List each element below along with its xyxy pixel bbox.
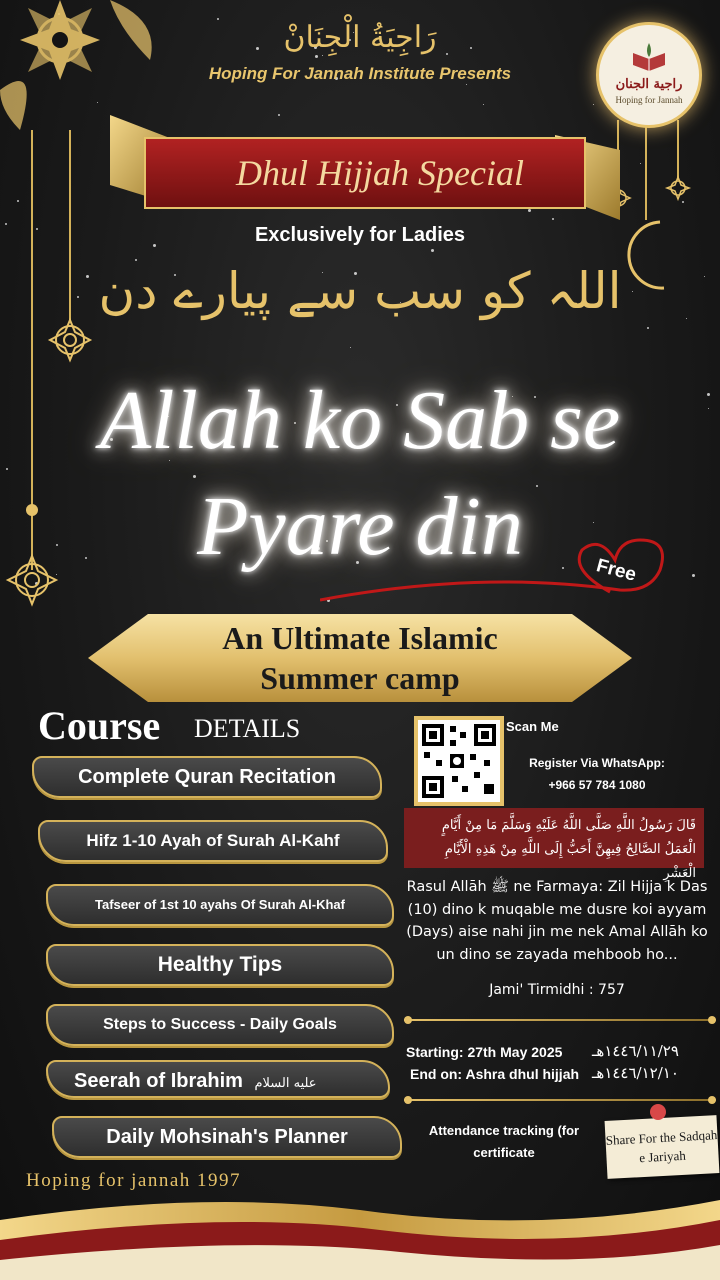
course-item-quran-recitation: Complete Quran Recitation [32,756,382,798]
main-title-line2: Pyare din [197,480,523,573]
audience-text: Exclusively for Ladies [254,224,466,246]
divider-dot [708,1096,716,1104]
banner-title: Dhul Hijjah Special [236,153,524,193]
hadith-arabic-box [404,808,704,881]
star-dot [135,259,137,261]
course-heading: Course [38,703,161,748]
star-dot [647,327,649,329]
course-item-planner: Daily Mohsinah's Planner [52,1116,402,1158]
bottom-wave-decoration [0,1190,720,1280]
course-item-healthy-tips: Healthy Tips [46,944,394,986]
hadith-arabic-text: قَالَ رَسُولُ اللَّهِ صَلَّى اللَّهُ عَلَيْهِ وَسَلَّمَ مَا مِنْ أَيَّامٍ الْعَمَلُ الصَّالِحُ فِيهِنَّ أَحَبُّ إِلَى اللَّهِ مِنْ هَذِهِ الْأَيَّامِ الْعَشْرِ [441,818,696,881]
share-note-text: Share For the Sadqah e Jariyah [605,1127,718,1166]
star-dot [322,55,323,56]
seerah-honorific: عليه السلام [254,1076,317,1091]
qr-code[interactable] [414,716,504,806]
urdu-title: اللہ کو سب سے پیارے دن [98,262,622,320]
star-dot [466,84,467,85]
logo-arabic-text: راجية الجنان [615,77,683,92]
scan-me-label: Scan Me [506,719,559,734]
attendance-note: Attendance tracking (for certificate [428,1123,580,1160]
book-icon [629,39,669,79]
star-dot [593,104,594,105]
course-item-tafseer: Tafseer of 1st 10 ayahs Of Surah Al-Khaf [46,884,394,926]
divider-dot [404,1016,412,1024]
divider-bottom [404,1099,716,1101]
start-date: Starting: 27th May 2025 [406,1044,563,1060]
star-dot [431,249,434,252]
course-subheading: DETAILS [194,714,301,743]
presents-text: Hoping For Jannah Institute Presents [208,64,512,83]
hadith-reference: Jami' Tirmidhi : 757 [489,982,625,998]
divider-dot [708,1016,716,1024]
course-item-hifz: Hifz 1-10 Ayah of Surah Al-Kahf [38,820,388,862]
hadith-translation: Rasul Allāh ﷺ ne Farmaya: Zil Hijja k Das (10) dino k muqable me dusre koi ayyam (Days) aise nahi jin me nek Amal Allāh ko un dino se zayada mehboob ho... [406,879,708,963]
main-title-line1: Allah ko Sab se [99,374,621,467]
start-date-hijri: ١٤٤٦/١١/٢٩هـ [592,1042,679,1060]
divider-dot [404,1096,412,1104]
star-dot [315,55,318,58]
seerah-label: Seerah of Ibrahim [74,1070,243,1092]
camp-title-line1: An Ultimate Islamic [222,620,498,656]
pin-icon [650,1104,666,1120]
register-info [502,752,692,796]
footer-text: Hoping for jannah 1997 [26,1170,242,1191]
register-via-label: Register Via WhatsApp: [529,756,665,770]
end-date-hijri: ١٤٤٦/١٢/١٠هـ [592,1064,679,1082]
course-item-seerah [46,1060,390,1098]
camp-title-line2: Summer camp [260,660,460,696]
qr-code-icon [418,720,500,802]
divider-top [404,1019,716,1021]
free-badge: Free [594,555,639,586]
share-sticky-note [605,1115,720,1179]
logo-english-text: Hoping for Jannah [615,95,683,105]
star-dot [483,104,484,105]
whatsapp-phone[interactable]: +966 57 784 1080 [548,778,646,792]
end-date: End on: Ashra dhul hijjah [410,1066,580,1082]
course-item-steps-success: Steps to Success - Daily Goals [46,1004,394,1046]
star-dot [350,347,351,348]
arabic-institute-name: رَاجِيَةُ الْجِنَانْ [283,20,437,55]
